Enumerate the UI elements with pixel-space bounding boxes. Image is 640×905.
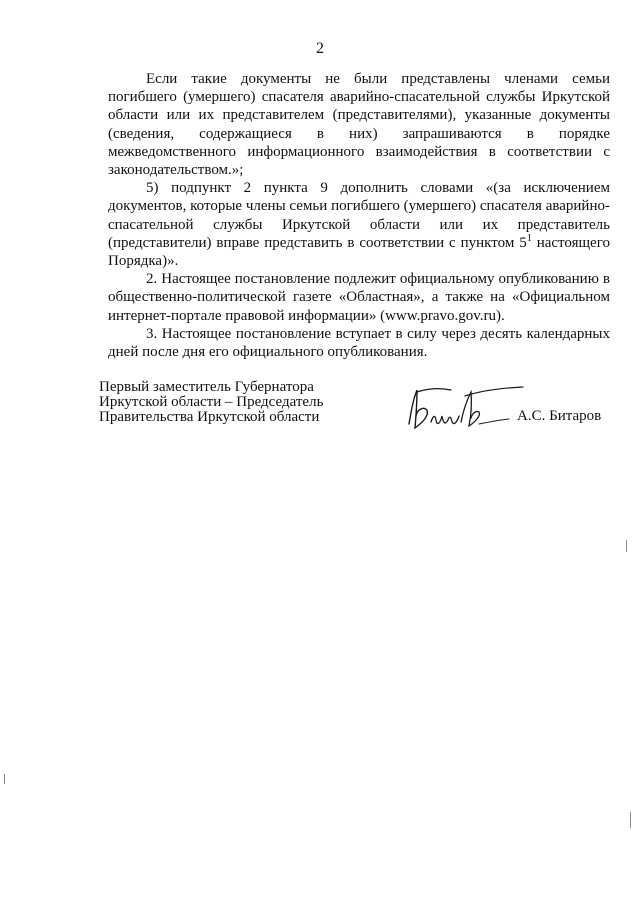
paragraph-publication (108, 270, 610, 325)
handwritten-signature (399, 382, 529, 438)
signature-block (99, 380, 619, 440)
page-number: 2 (316, 40, 324, 57)
signer-title-line: Иркутской области – Председатель (99, 394, 324, 410)
signer-title (99, 380, 323, 425)
signer-name: А.С. Битаров (517, 408, 602, 424)
scan-artifact (4, 774, 5, 784)
paragraph-text: Если такие документы не были представлены членами семьи погибшего (умершего) спасателя аварийно-спасательной службы Иркутской области или их представителем (представителями), указанные документы (сведения, содержащиеся в них) запрашиваются в порядке межведомственного информационного взаимодействия в соответствии с законодательством.»; (108, 71, 610, 179)
paragraph-documents-request (108, 70, 610, 179)
paragraph-text: 3. Настоящее постановление вступает в силу через десять календарных дней после дня его официального опубликования. (108, 325, 610, 361)
paragraph-effective-date (108, 325, 610, 361)
superscript-number: 1 (526, 232, 532, 244)
paragraph-text: 5) подпункт 2 пункта 9 дополнить словами «(за исключением документов, которые члены семьи погибшего (умершего) спасателя аварийно-спасательной службы Иркутской области или их представитель (представители) вправе представить в соответствии с пунктом 5 (108, 180, 610, 251)
scan-artifact (630, 812, 631, 828)
paragraph-text: 2. Настоящее постановление подлежит официальному опубликованию в общественно-политической газете «Областная», а также на «Официальном интернет-портале правовой информации» (www.pravo.gov.ru). (108, 271, 610, 324)
scan-artifact (626, 540, 627, 552)
signer-title-line: Правительства Иркутской области (99, 409, 320, 425)
paragraph-text: настоящего Порядка)». (108, 234, 610, 270)
signer-title-line: Первый заместитель Губернатора (99, 379, 314, 395)
document-body (108, 70, 610, 361)
paragraph-subpoint-5 (108, 179, 610, 270)
